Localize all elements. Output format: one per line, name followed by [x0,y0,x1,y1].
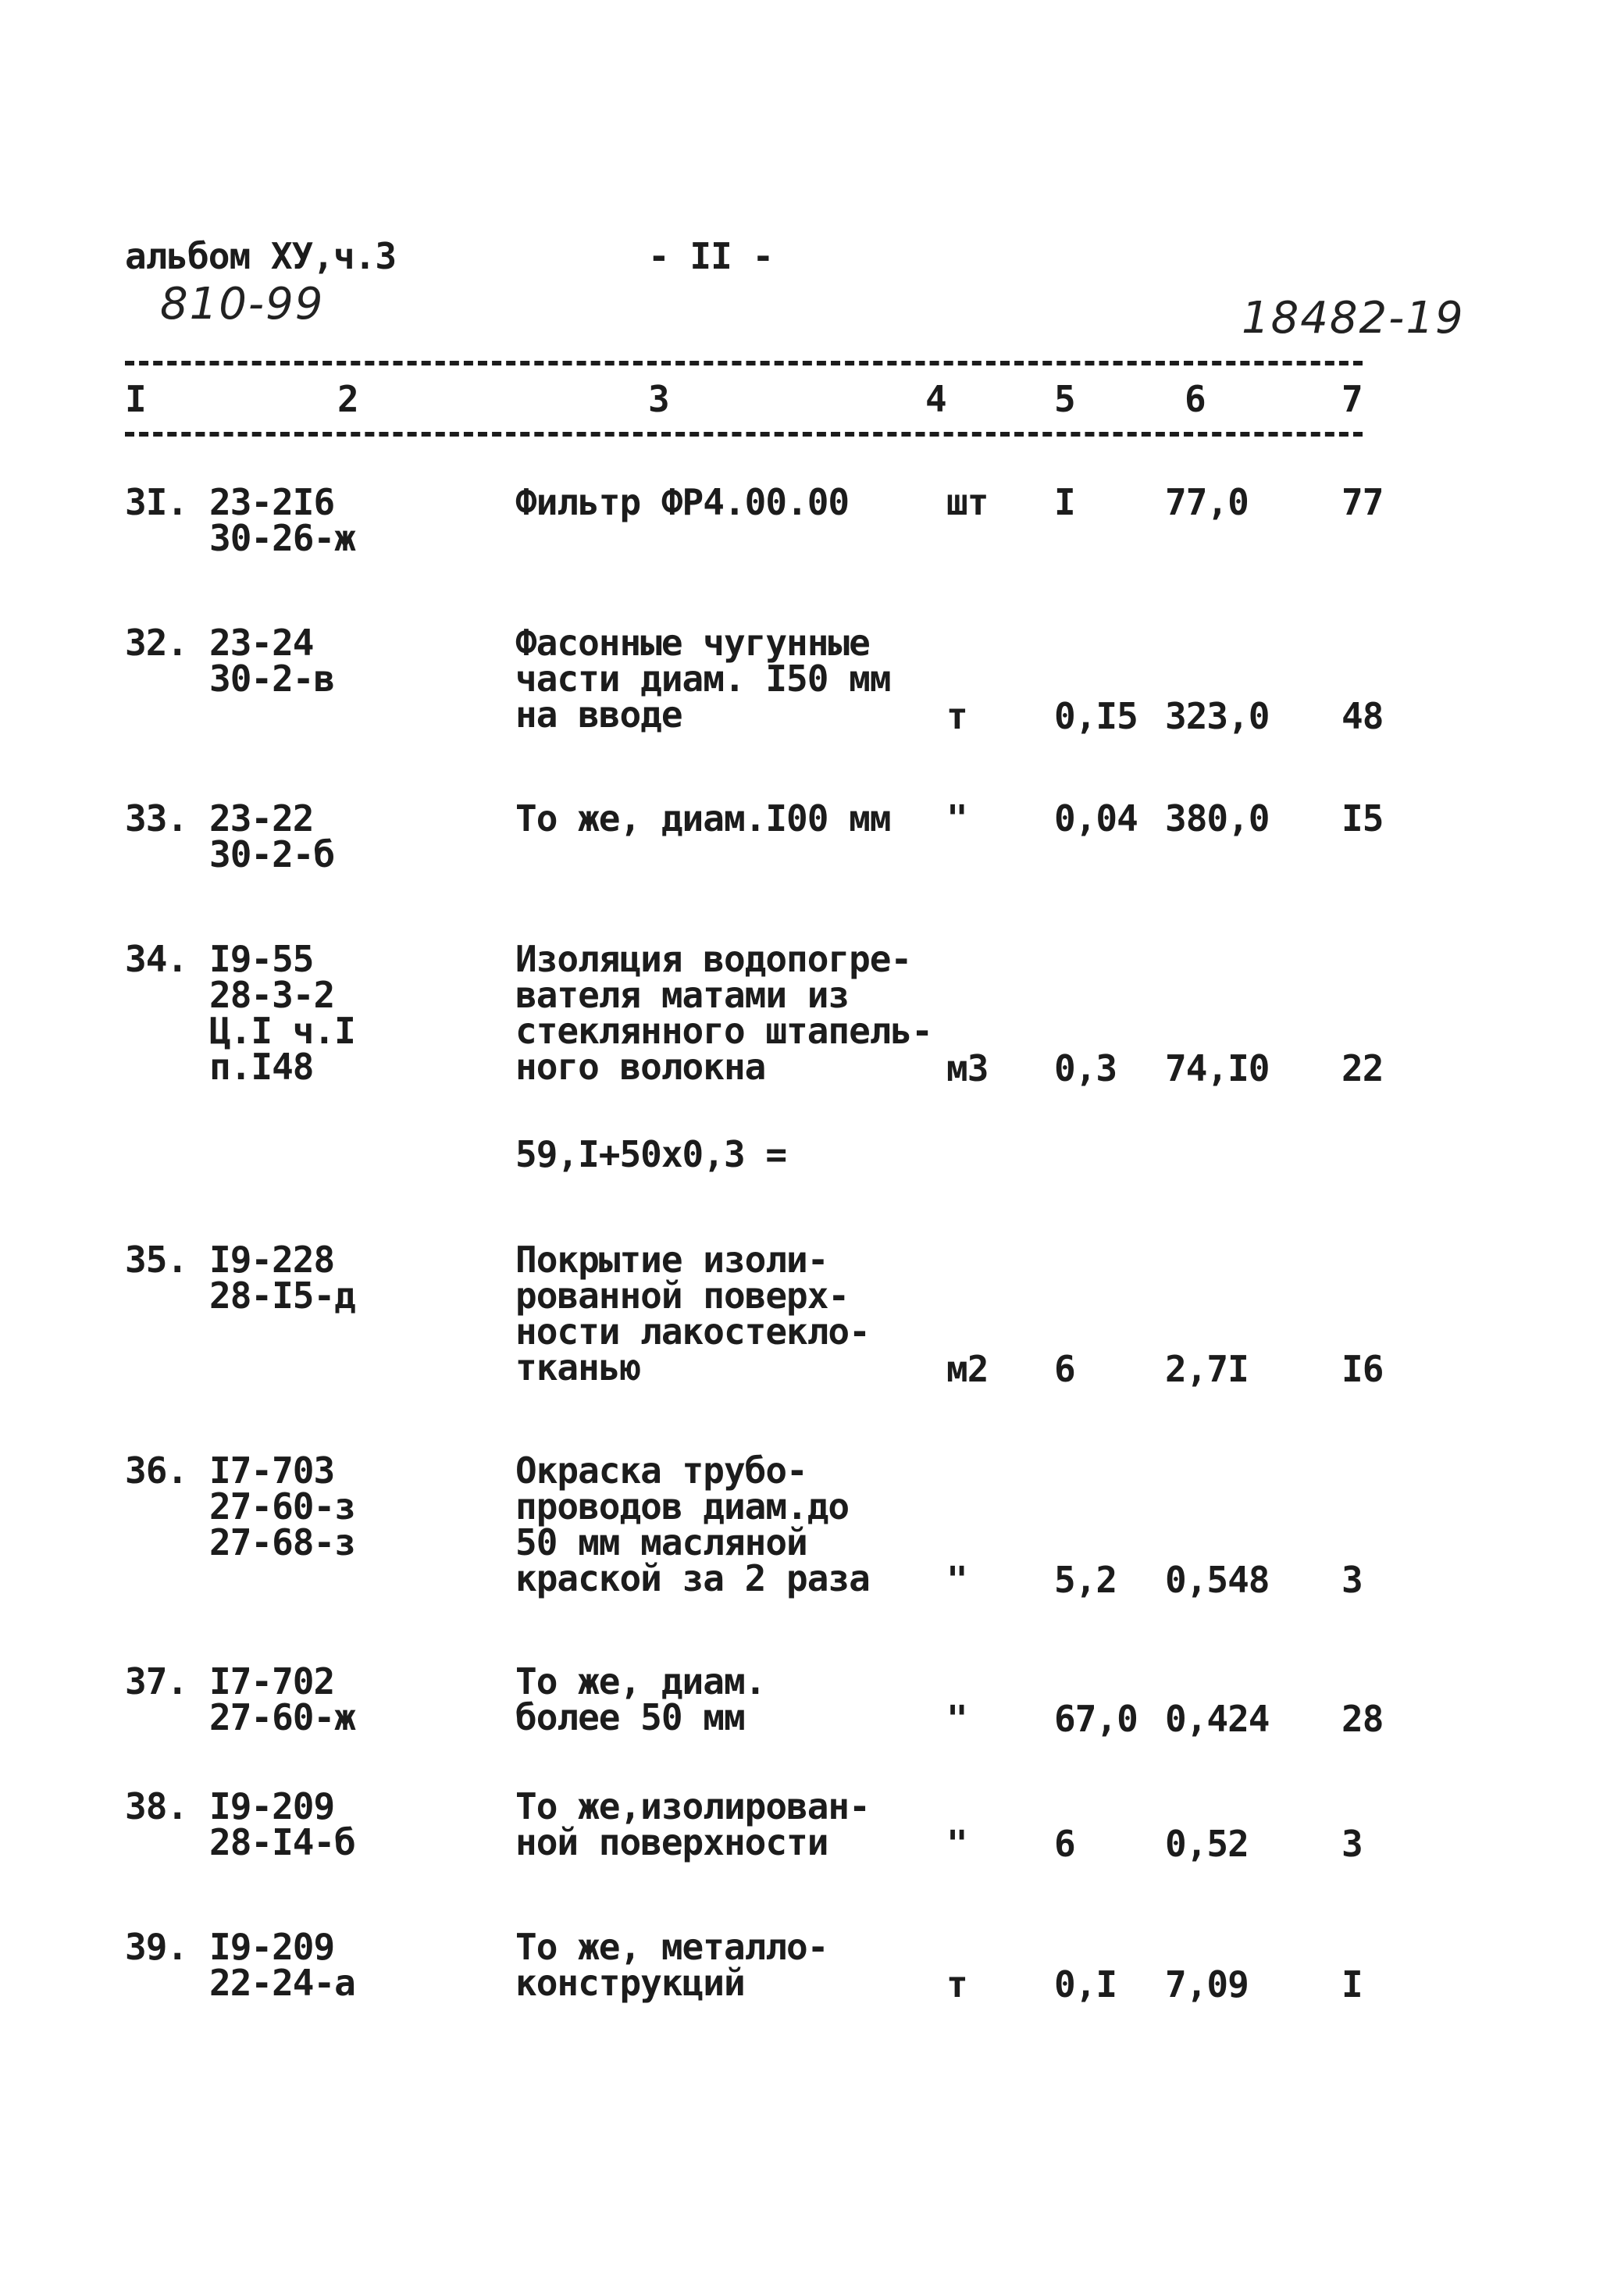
unit-price: 7,09 [1165,1963,1249,2005]
item-description: То же,изолирован- [515,1785,870,1827]
norm-code: Ц.I ч.I [209,1010,355,1052]
item-description: 50 мм масляной [515,1521,807,1563]
total-cost: 22 [1341,1047,1384,1089]
column-header-4: 4 [925,378,946,420]
norm-code: 22-24-а [209,1962,355,2004]
page-number: - II - [648,235,774,277]
total-cost: I [1341,1963,1363,2005]
item-description: конструкций [515,1962,745,2004]
total-cost: I5 [1341,797,1384,840]
quantity: 6 [1054,1348,1075,1390]
norm-code: I9-228 [209,1239,335,1281]
quantity: 6 [1054,1823,1075,1865]
norm-code: 27-68-з [209,1521,355,1563]
handwritten-number-right: 18482-19 [1242,293,1465,344]
item-description: стеклянного штапель- [515,1010,932,1052]
row-number: 33. [125,797,188,840]
unit-price: 0,424 [1165,1698,1270,1740]
unit: " [946,1559,967,1601]
unit: м2 [946,1348,989,1390]
total-cost: 3 [1341,1823,1363,1865]
norm-code: 23-24 [209,622,314,664]
quantity: 0,I5 [1054,695,1138,737]
item-description: ного волокна [515,1046,766,1088]
unit: т [946,1963,967,2005]
item-description: То же, диам.I00 мм [515,797,891,840]
item-description: ной поверхности [515,1821,828,1863]
item-description: Покрытие изоли- [515,1239,828,1281]
item-description: То же, металло- [515,1926,828,1968]
quantity: 0,04 [1054,797,1138,840]
item-description: краской за 2 раза [515,1557,870,1599]
norm-code: I9-209 [209,1926,335,1968]
item-description: То же, диам. [515,1660,766,1702]
column-header-7: 7 [1341,378,1363,420]
row-number: 38. [125,1785,188,1827]
column-header-5: 5 [1054,378,1075,420]
unit-price: 323,0 [1165,695,1270,737]
header-rule-bottom [125,432,1363,437]
item-description: Изоляция водопогре- [515,938,912,980]
item-description: части диам. I50 мм [515,658,891,700]
norm-code: 28-I5-д [209,1275,355,1317]
norm-code: 23-2I6 [209,481,335,523]
unit-price: 77,0 [1165,481,1249,523]
unit-price: 380,0 [1165,797,1270,840]
row-number: 37. [125,1660,188,1702]
unit: " [946,1823,967,1865]
norm-code: п.I48 [209,1046,314,1088]
norm-code: 28-I4-б [209,1821,355,1863]
norm-code: 30-2-б [209,833,335,875]
calculation-formula: 59,I+50x0,3 = [515,1133,787,1175]
norm-code: 30-26-ж [209,517,355,559]
unit: " [946,1698,967,1740]
quantity: 0,3 [1054,1047,1117,1089]
total-cost: 28 [1341,1698,1384,1740]
item-description: тканью [515,1346,641,1389]
norm-code: 28-3-2 [209,974,335,1016]
item-description: рованной поверх- [515,1275,850,1317]
item-description: ности лакостекло- [515,1310,870,1353]
item-description: вателя матами из [515,974,850,1016]
norm-code: I9-209 [209,1785,335,1827]
header-rule-top [125,361,1363,365]
unit: т [946,695,967,737]
norm-code: 30-2-в [209,658,335,700]
unit-price: 2,7I [1165,1348,1249,1390]
item-description: более 50 мм [515,1696,745,1738]
norm-code: 27-60-з [209,1485,355,1528]
item-description: Окраска трубо- [515,1449,807,1492]
row-number: 39. [125,1926,188,1968]
row-number: 3I. [125,481,188,523]
unit: " [946,797,967,840]
item-description: Фильтр ФР4.00.00 [515,481,850,523]
quantity: 5,2 [1054,1559,1117,1601]
quantity: 0,I [1054,1963,1117,2005]
unit-price: 0,548 [1165,1559,1270,1601]
quantity: I [1054,481,1075,523]
total-cost: I6 [1341,1348,1384,1390]
norm-code: 23-22 [209,797,314,840]
column-header-6: 6 [1185,378,1206,420]
item-description: Фасонные чугунные [515,622,870,664]
column-header-3: 3 [648,378,669,420]
norm-code: I7-703 [209,1449,335,1492]
total-cost: 77 [1341,481,1384,523]
album-reference: альбом XУ,ч.3 [125,235,397,277]
total-cost: 3 [1341,1559,1363,1601]
row-number: 35. [125,1239,188,1281]
unit: м3 [946,1047,989,1089]
row-number: 34. [125,938,188,980]
unit: шт [946,481,989,523]
item-description: на вводе [515,693,682,736]
norm-code: I7-702 [209,1660,335,1702]
column-header-1: I [125,378,146,420]
quantity: 67,0 [1054,1698,1138,1740]
row-number: 32. [125,622,188,664]
item-description: проводов диам.до [515,1485,850,1528]
total-cost: 48 [1341,695,1384,737]
unit-price: 74,I0 [1165,1047,1270,1089]
handwritten-number-left: 810-99 [160,279,325,330]
unit-price: 0,52 [1165,1823,1249,1865]
norm-code: 27-60-ж [209,1696,355,1738]
norm-code: I9-55 [209,938,314,980]
row-number: 36. [125,1449,188,1492]
column-header-2: 2 [337,378,358,420]
